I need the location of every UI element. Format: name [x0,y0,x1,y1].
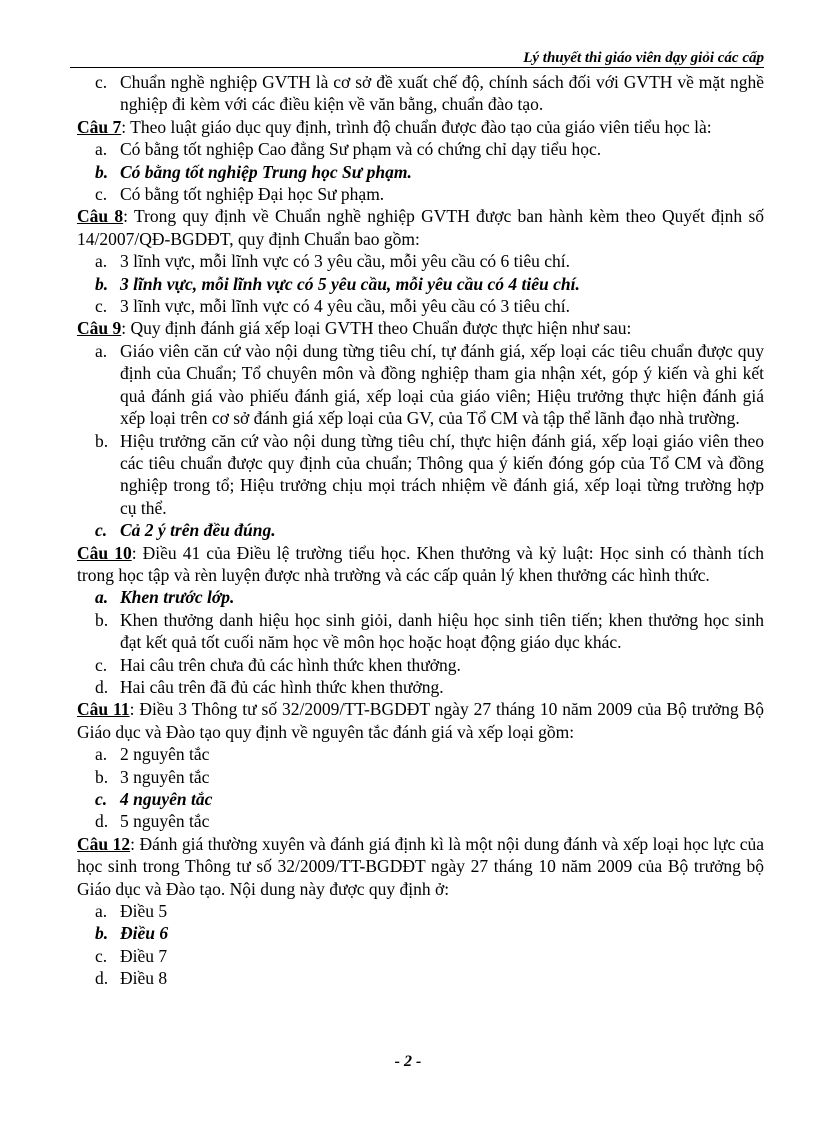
option [77,945,764,967]
question-stem [77,317,764,339]
option-text: Điều 6 [120,923,169,944]
option-text: Hai câu trên chưa đủ các hình thức khen thưởng. [120,654,461,675]
option-correct-answer [77,586,764,608]
option-letter: c. [95,789,108,809]
option-text: Có bằng tốt nghiệp Trung học Sư phạm. [120,161,412,182]
option-text: Chuẩn nghề nghiệp GVTH là cơ sở đề xuất chế độ, chính sách đối với GVTH về mặt nghề nghiệp đi kèm với các điều kiện về văn bằng, chuẩn đào tạo. [120,72,764,115]
option-text: Điều 5 [120,901,168,922]
option-letter: a. [95,901,108,922]
option-correct-answer [77,273,764,295]
question-block [77,698,764,832]
question-label: Câu 9 [77,318,122,339]
question-stem [77,205,764,250]
option-text: Giáo viên căn cứ vào nội dung từng tiêu chí, tự đánh giá, xếp loại các tiêu chuẩn được quy định của Chuẩn; Tổ chuyên môn và đồng nghiệp tham gia nhận xét, góp ý kiến và ghi kết quả đánh giá vào phiếu đánh giá, xếp loại của giáo viên; Hiệu trưởng thực hiện đánh giá xếp loại trên cơ sở đánh giá xếp loại của GV, của Tổ CM và tập thể lãnh đạo nhà trường. [120,340,764,429]
option-text: 3 lĩnh vực, mỗi lĩnh vực có 4 yêu cầu, mỗi yêu cầu có 3 tiêu chí. [120,296,571,317]
question-stem [77,833,764,900]
option-letter: b. [95,161,109,182]
option [77,900,764,922]
option [77,183,764,205]
question-text: : Điều 3 Thông tư số 32/2009/TT-BGDĐT ngày 27 tháng 10 năm 2009 của Bộ trưởng Bộ Giáo dục và Đào tạo quy định về nguyên tắc đánh giá và xếp loại gồm: [77,699,765,742]
option-text: 3 lĩnh vực, mỗi lĩnh vực có 5 yêu cầu, mỗi yêu cầu có 4 tiêu chí. [120,273,580,294]
option-text: Có bằng tốt nghiệp Đại học Sư phạm. [120,184,385,205]
option-letter: c. [95,296,108,317]
option-c-lead [77,71,764,116]
option-letter: b. [95,430,109,451]
question-text: : Theo luật giáo dục quy định, trình độ chuẩn được đào tạo của giáo viên tiểu học là: [121,116,712,137]
option-letter: c. [95,945,108,966]
option [77,743,764,765]
question-text: : Trong quy định về Chuẩn nghề nghiệp GVTH được ban hành kèm theo Quyết định số 14/2007/QĐ-BGDĐT, quy định Chuẩn bao gồm: [77,206,765,249]
option [77,810,764,832]
question-label: Câu 12 [77,833,131,854]
option-letter: c. [95,520,108,541]
question-text: : Đánh giá thường xuyên và đánh giá định kì là một nội dung đánh và xếp loại học lực của học sinh trong Thông tư số 32/2009/TT-BGDĐT ngày 27 tháng 10 năm 2009 của Bộ trưởng bộ Giáo dục và Đào tạo. Nội dung này được quy định ở: [77,833,764,899]
option-letter: a. [95,340,108,361]
option [77,250,764,272]
option-correct-answer [77,519,764,541]
question-stem [77,542,764,587]
option [77,430,764,520]
option-text: Cả 2 ý trên đều đúng. [120,520,276,541]
option [77,609,764,654]
question-label: Câu 11 [77,699,130,720]
option-text: Khen trước lớp. [120,587,235,608]
option-letter: d. [95,676,109,697]
option-text: 3 nguyên tắc [120,766,210,787]
option-text: 4 nguyên tắc [120,789,213,809]
option-letter: d. [95,811,109,832]
question-block [77,205,764,317]
option [77,766,764,788]
option [77,138,764,160]
question-label: Câu 7 [77,116,122,137]
option [77,340,764,430]
question-text: : Điều 41 của Điều lệ trường tiểu học. Khen thưởng và kỷ luật: Học sinh có thành tích trong học tập và rèn luyện được nhà trường và các cấp quản lý khen thưởng các hình thức. [77,542,765,585]
question-stem [77,116,764,138]
page-number: - 2 - [394,1053,422,1070]
option-correct-answer [77,788,764,810]
option [77,967,764,989]
option-letter: b. [95,273,109,294]
option-letter: b. [95,766,109,787]
option-correct-answer [77,161,764,183]
option-text: Hai câu trên đã đủ các hình thức khen thưởng. [120,676,444,697]
header-rule [70,67,764,68]
question-block [77,833,764,990]
question-stem [77,698,764,743]
option-letter: c. [95,654,108,675]
option-letter: a. [95,139,108,160]
option-letter: d. [95,968,109,989]
option-letter: c. [95,72,108,92]
option-letter: c. [95,184,108,205]
option [77,295,764,317]
question-label: Câu 10 [77,542,132,563]
question-list [77,116,764,990]
question-block [77,542,764,699]
option-text: 5 nguyên tắc [120,811,210,832]
option-letter: a. [95,744,108,765]
option-text: Có bằng tốt nghiệp Cao đẳng Sư phạm và có chứng chỉ dạy tiểu học. [120,139,602,160]
option-text: Khen thưởng danh hiệu học sinh giỏi, danh hiệu học sinh tiên tiến; khen thưởng học sinh đạt kết quả tốt cuối năm học về môn học hoặc hoạt động giáo dục khác. [120,609,764,653]
question-label: Câu 8 [77,206,124,227]
question-block [77,317,764,541]
option-letter: b. [95,609,109,630]
question-block [77,116,764,206]
option-text: Điều 8 [120,968,168,989]
option-text: 2 nguyên tắc [120,744,210,765]
option-text: Hiệu trưởng căn cứ vào nội dung từng tiêu chí, thực hiện đánh giá, xếp loại giáo viên theo các tiêu chuẩn được quy định của chuẩn; Thông qua ý kiến đóng góp của Tổ CM và đồng nghiệp trong tổ; Hiệu trưởng chịu mọi trách nhiệm về đánh giá, xếp loại từng trường hợp cụ thể. [120,430,764,518]
option-letter: a. [95,251,108,272]
question-text: : Quy định đánh giá xếp loại GVTH theo Chuẩn được thực hiện như sau: [121,318,632,339]
running-header: Lý thuyết thi giáo viên dạy giỏi các cấp [523,50,764,66]
option [77,654,764,676]
option-correct-answer [77,922,764,944]
option-text: Điều 7 [120,945,168,966]
option-letter: b. [95,923,109,944]
option [77,676,764,698]
option-letter: a. [95,587,109,608]
page-content [77,71,764,990]
option-text: 3 lĩnh vực, mỗi lĩnh vực có 3 yêu cầu, mỗi yêu cầu có 6 tiêu chí. [120,251,571,272]
